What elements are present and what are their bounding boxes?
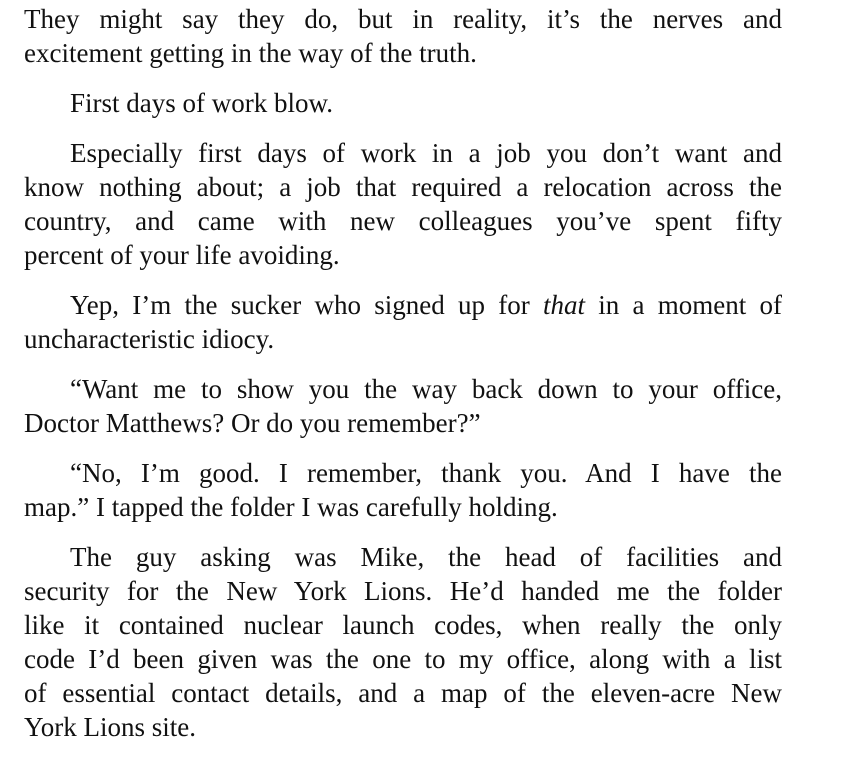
text-line: [24, 238, 782, 272]
text-line: [24, 710, 782, 744]
text-segment: Especially first days of work in a job you don’t want and: [70, 138, 782, 168]
paragraph: [24, 136, 782, 272]
text-segment: Doctor Matthews? Or do you remember?”: [24, 408, 481, 438]
paragraph: [24, 288, 782, 356]
text-segment: “Want me to show you the way back down to your office,: [70, 374, 782, 404]
text-segment: know nothing about; a job that required a relocation across the: [24, 172, 782, 202]
text-segment: “No, I’m good. I remember, thank you. And I have the: [70, 458, 782, 488]
paragraph: [24, 86, 782, 120]
text-line: [24, 322, 782, 356]
text-line: [24, 372, 782, 406]
text-segment: York Lions site.: [24, 712, 197, 742]
text-line: [24, 2, 782, 36]
text-segment: of essential contact details, and a map of the eleven-acre New: [24, 678, 782, 708]
text-segment: in a moment of: [585, 290, 782, 320]
text-line: [24, 288, 782, 322]
text-segment: map.” I tapped the folder I was carefully holding.: [24, 492, 558, 522]
text-segment: security for the New York Lions. He’d handed me the folder: [24, 576, 782, 606]
text-line: [24, 456, 782, 490]
text-line: [24, 86, 782, 120]
text-segment: percent of your life avoiding.: [24, 240, 340, 270]
text-line: [24, 608, 782, 642]
text-line: [24, 136, 782, 170]
text-line: [24, 406, 782, 440]
text-line: [24, 204, 782, 238]
text-line: [24, 36, 782, 70]
text-segment: The guy asking was Mike, the head of facilities and: [70, 542, 782, 572]
text-segment: They might say they do, but in reality, it’s the nerves and: [24, 4, 782, 34]
paragraph: [24, 372, 782, 440]
paragraph: [24, 2, 782, 70]
text-segment: uncharacteristic idiocy.: [24, 324, 275, 354]
text-line: [24, 490, 782, 524]
text-line: [24, 540, 782, 574]
text-segment: excitement getting in the way of the truth.: [24, 38, 477, 68]
paragraph: [24, 540, 782, 744]
italic-text: that: [542, 290, 585, 320]
text-line: [24, 676, 782, 710]
text-segment: Yep, I’m the sucker who signed up for: [70, 290, 543, 320]
text-line: [24, 170, 782, 204]
text-segment: First days of work blow.: [70, 88, 333, 118]
text-segment: like it contained nuclear launch codes, when really the only: [24, 610, 782, 640]
text-segment: code I’d been given was the one to my office, along with a list: [24, 644, 782, 674]
paragraph: [24, 456, 782, 524]
text-line: [24, 574, 782, 608]
text-segment: country, and came with new colleagues you’ve spent fifty: [24, 206, 782, 236]
text-line: [24, 642, 782, 676]
